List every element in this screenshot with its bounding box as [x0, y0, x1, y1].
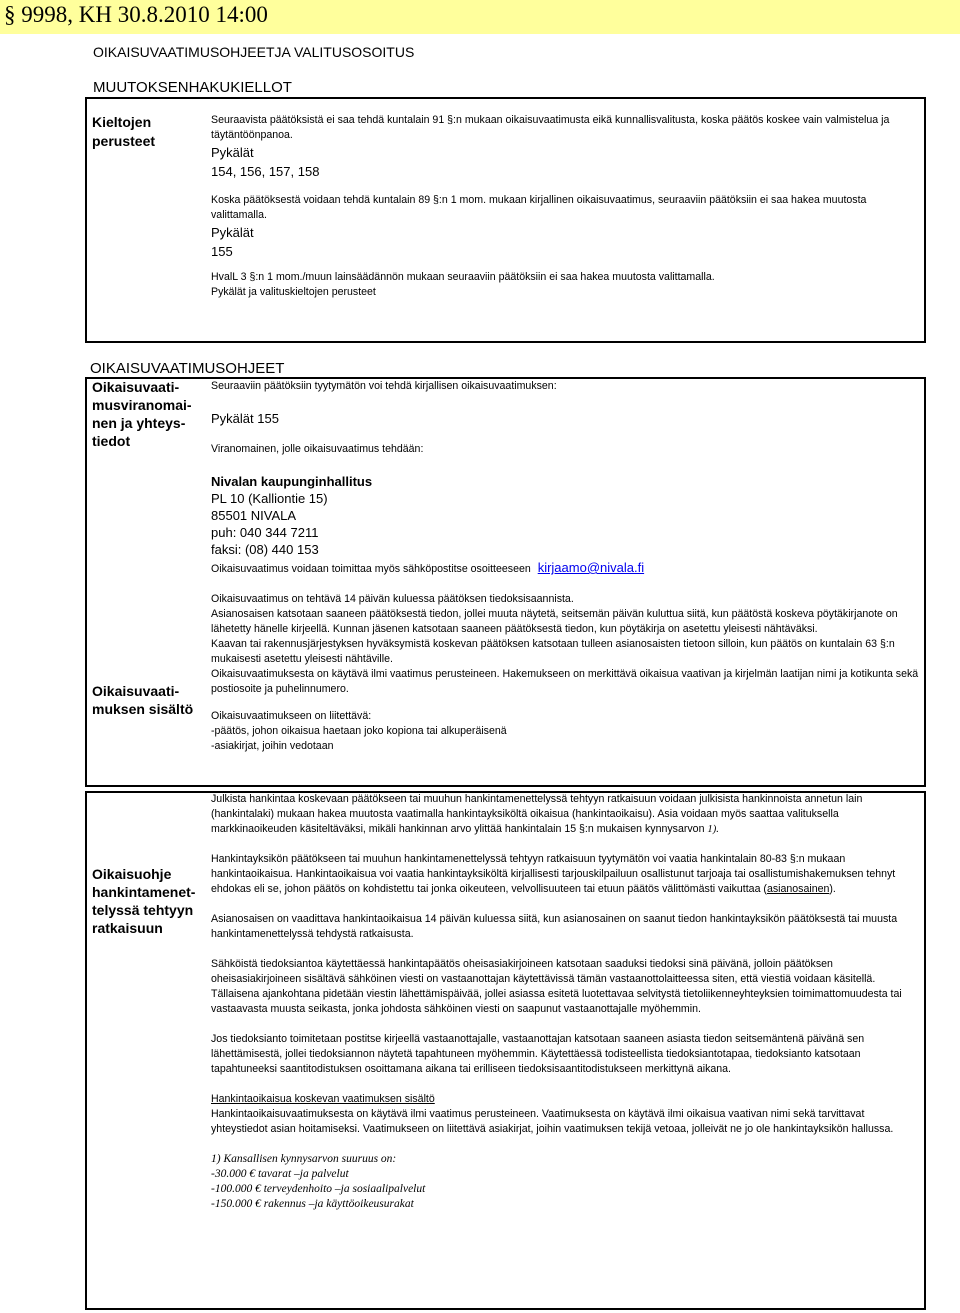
- paragraph-text: Julkista hankintaa koskevaan päätökseen tai muuhun hankintamenettelyssä tehtyyn ratkaisuun voidaan julkisista hankinnoista annetun lain (hankintalaki) mukaan hakea muutosta vaatimalla hankintayksiköltä oikaisua (hankintaoikaisu). Asia voidaan myös saattaa valituksella markkinaoikeuden käsiteltäväksi, mikäli hankinnan arvo ylittää hankintalain 15 §:n mukaisen kynnysarvon: [211, 793, 863, 835]
- box-bottom-border: [85, 785, 926, 787]
- footnote-line: -30.000 € tavarat –ja palvelut: [211, 1168, 349, 1180]
- footnote: [211, 1152, 916, 1212]
- paragraph: Hankintaoikaisuvaatimuksesta on käytävä ilmi vaatimus perusteineen. Vaatimuksesta on käytävä ilmi oikaisua vaativan nimi sekä tarvittavat yhteystiedot asian hoitamiseksi. Vaatimukseen on liitettävä asiakirjat, joihin vaatimuksen tekijä vetoaa, jolleivät ne jo ole hankintayksikön hallussa.: [211, 1108, 894, 1135]
- paragraph: HvalL 3 §:n 1 mom./muun lainsäädännön mukaan seuraaviin päätöksiin ei saa hakea muutosta valittamalla.: [211, 271, 715, 283]
- box-left-border: [85, 377, 87, 787]
- section-title-muutoksenhakukiellot: MUUTOKSENHAKUKIELLOT: [93, 79, 292, 96]
- label-line: perusteet: [92, 133, 156, 149]
- label-oikaisuvaatimusviranomainen: [92, 378, 192, 450]
- label-line: nen ja yhteys-: [92, 415, 186, 431]
- vaatimus-title: Hankintaoikaisua koskevan vaatimuksen sisältö: [211, 1093, 435, 1105]
- address-line2: 85501 NIVALA: [211, 508, 297, 523]
- box-top-border: [85, 97, 926, 99]
- pykalat-values: 155: [211, 244, 233, 259]
- paragraph: Jos tiedoksianto toimitetaan postitse kirjeellä vastaanottajalle, vastaanottajan katsotaan saaneen asiasta tiedon seitsemäntenä päivänä sen lähettämisestä, jollei tiedoksiannon näytetä tapahtuneen myöhemmin. Käytettäessä todisteellista tiedoksiantotapaa, tiedoksianto katsotaan tapahtuneeksi saantitodistuksen osoittamana aikana tai erilliseen tiedoksisaantitodistukseen merkittynä aikana.: [211, 1033, 865, 1075]
- paragraph: Asianosaisen on vaadittava hankintaoikaisua 14 päivän kuluessa siitä, kun asianosainen on saanut tiedon hankintayksikön päätöksestä tai muusta hankintamenettelyssä tehdystä ratkaisusta.: [211, 913, 898, 940]
- label-line: tiedot: [92, 433, 131, 449]
- paragraph: Koska päätöksestä voidaan tehdä kuntalain 89 §:n 1 mom. mukaan kirjallinen oikaisuvaatimus, seuraaviin päätöksiin ei saa hakea muutosta valittamalla.: [211, 194, 867, 221]
- footnote-line: -150.000 € rakennus –ja käyttöoikeusurakat: [211, 1198, 414, 1210]
- box-right-border: [924, 791, 926, 1310]
- paragraph: Sähköistä tiedoksiantoa käytettäessä hankintapäätös oheisasiakirjoineen katsotaan saaduksi tiedoksi sinä päivänä, jolloin päätöksen oheisasiakirjoineen sisältävä sähköinen viesti on vastaanottajan käytettävissä tämän vastaanottolaitteessa siten, että viestiä voidaan käsitellä. Tällaisena ajankohtana pidetään viestin lähettämispäivää, jollei asiassa esitetä luotettavaa selvitystä tietoliikenneyhteyksien toimimattomuudesta tai vastaavasta muusta seikasta, jonka johdosta sähköinen viesti on saapunut vastaanottajalle myöhemmin.: [211, 958, 902, 1015]
- pykalat-label: Pykälät: [211, 145, 254, 160]
- label-line: telyssä tehtyyn: [92, 902, 194, 918]
- label-line: ratkaisuun: [92, 920, 163, 936]
- label-kieltojen-perusteet: [92, 113, 155, 151]
- label-line: Oikaisuohje: [92, 866, 172, 882]
- label-line: muksen sisältö: [92, 701, 194, 717]
- section1-content: [211, 113, 911, 300]
- paragraph: [211, 852, 916, 897]
- pykalat-label: Pykälät: [211, 225, 254, 240]
- fax: faksi: (08) 440 153: [211, 542, 319, 557]
- header-title: § 9998, KH 30.8.2010 14:00: [4, 2, 268, 27]
- box-right-border: [924, 377, 926, 787]
- paragraph: Kaavan tai rakennusjärjestyksen hyväksymistä koskevan päätöksen katsotaan tulleen asianosaisten tietoon silloin, kun päätös on kuntalain 63 §:n mukaisesti asetettu yleisesti nähtäville.: [211, 638, 895, 665]
- phone: puh: 040 344 7211: [211, 525, 319, 540]
- section-title-oikaisuvaatimusohjeet: OIKAISUVAATIMUSOHJEET: [90, 360, 285, 377]
- footnote-line: -100.000 € terveydenhoito –ja sosiaalipalvelut: [211, 1183, 426, 1195]
- box-left-border: [85, 791, 87, 1310]
- email-text: Oikaisuvaatimus voidaan toimittaa myös sähköpostitse osoitteeseen: [211, 563, 531, 575]
- paragraph: Oikaisuvaatimus on tehtävä 14 päivän kuluessa päätöksen tiedoksisaannista.: [211, 593, 574, 605]
- viranomainen-label: Viranomainen, jolle oikaisuvaatimus tehdään:: [211, 443, 424, 455]
- address-line1: PL 10 (Kalliontie 15): [211, 491, 328, 506]
- asianosainen-term: asianosainen: [766, 883, 830, 895]
- liitettava-item: -asiakirjat, joihin vedotaan: [211, 740, 334, 752]
- label-line: musviranomai-: [92, 397, 192, 413]
- box-bottom-border: [85, 1308, 926, 1310]
- paragraph: Seuraavista päätöksistä ei saa tehdä kuntalain 91 §:n mukaan oikaisuvaatimusta eikä kunnallisvalitusta, koska päätös koskee vain valmistelua ja täytäntöönpanoa.: [211, 114, 890, 141]
- section3-content: [211, 792, 916, 1212]
- paragraph-text: Hankintayksikön päätökseen tai muuhun hankintamenettelyssä tehtyyn ratkaisuun tyytymätön voi vaatia hankintalain 80-83 §:n mukaan hankintaoikaisua. Hankintaoikaisua voi vaatia hankintayksiköltä kirjallisesti tarjouskilpailuun osallistunut tarjoaja tai osallistumishakemuksen tehnyt ehdokas eli se, johon päätös on kohdistettu tai jonka oikeuteen, velvollisuuteen tai etuun päätös välittömästi vaikuttaa (: [211, 853, 896, 895]
- paragraph: Asianosaisen katsotaan saaneen päätöksestä tiedon, jollei muuta näytetä, seitsemän päivän kuluttua siitä, kun päätöstä koskeva pöytäkirjanote on lähetetty hänelle kirjeellä. Kunnan jäsenen katsotaan saaneen päätöksestä tiedon, kun pöytäkirja on asetettu yleisesti nähtäväksi.: [211, 608, 898, 635]
- organization-name: Nivalan kaupunginhallitus: [211, 474, 373, 489]
- pykalat-values: 154, 156, 157, 158: [211, 164, 320, 179]
- footnote-ref: 1).: [707, 824, 719, 835]
- pykalat-perusteet: Pykälät ja valituskieltojen perusteet: [211, 286, 376, 298]
- liitettava-title: Oikaisuvaatimukseen on liitettävä:: [211, 710, 372, 722]
- paragraph: [211, 792, 916, 837]
- label-line: Oikaisuvaati-: [92, 683, 180, 699]
- box-right-border: [924, 97, 926, 343]
- paragraph-text: ).: [829, 883, 836, 895]
- label-line: Oikaisuvaati-: [92, 379, 180, 395]
- document-title: OIKAISUVAATIMUSOHJEETJA VALITUSOSOITUS: [93, 44, 415, 60]
- liitettava-item: -päätös, johon oikaisua haetaan joko kopiona tai alkuperäisenä: [211, 725, 507, 737]
- email-row: [211, 559, 911, 577]
- label-line: hankintamenet-: [92, 884, 196, 900]
- section2-contact: [211, 379, 911, 577]
- label-oikaisuvaatimuksen-sisalto: [92, 682, 193, 718]
- label-line: Kieltojen: [92, 114, 152, 130]
- paragraph: Oikaisuvaatimuksesta on käytävä ilmi vaatimus perusteineen. Hakemukseen on merkittävä oikaisua vaativan ja kirjelmän laatijan nimi ja kotikunta sekä postiosoite ja puhelinnumero.: [211, 668, 919, 695]
- email-link[interactable]: kirjaamo@nivala.fi: [537, 560, 645, 575]
- box-left-border: [85, 97, 87, 343]
- section2-content: [211, 592, 921, 754]
- box-bottom-border: [85, 341, 926, 343]
- pykalat: Pykälät 155: [211, 411, 279, 426]
- footnote-line: 1) Kansallisen kynnysarvon suuruus on:: [211, 1153, 397, 1165]
- label-oikaisuohje-hankinta: [92, 865, 195, 937]
- intro-text: Seuraaviin päätöksiin tyytymätön voi tehdä kirjallisen oikaisuvaatimuksen:: [211, 380, 557, 392]
